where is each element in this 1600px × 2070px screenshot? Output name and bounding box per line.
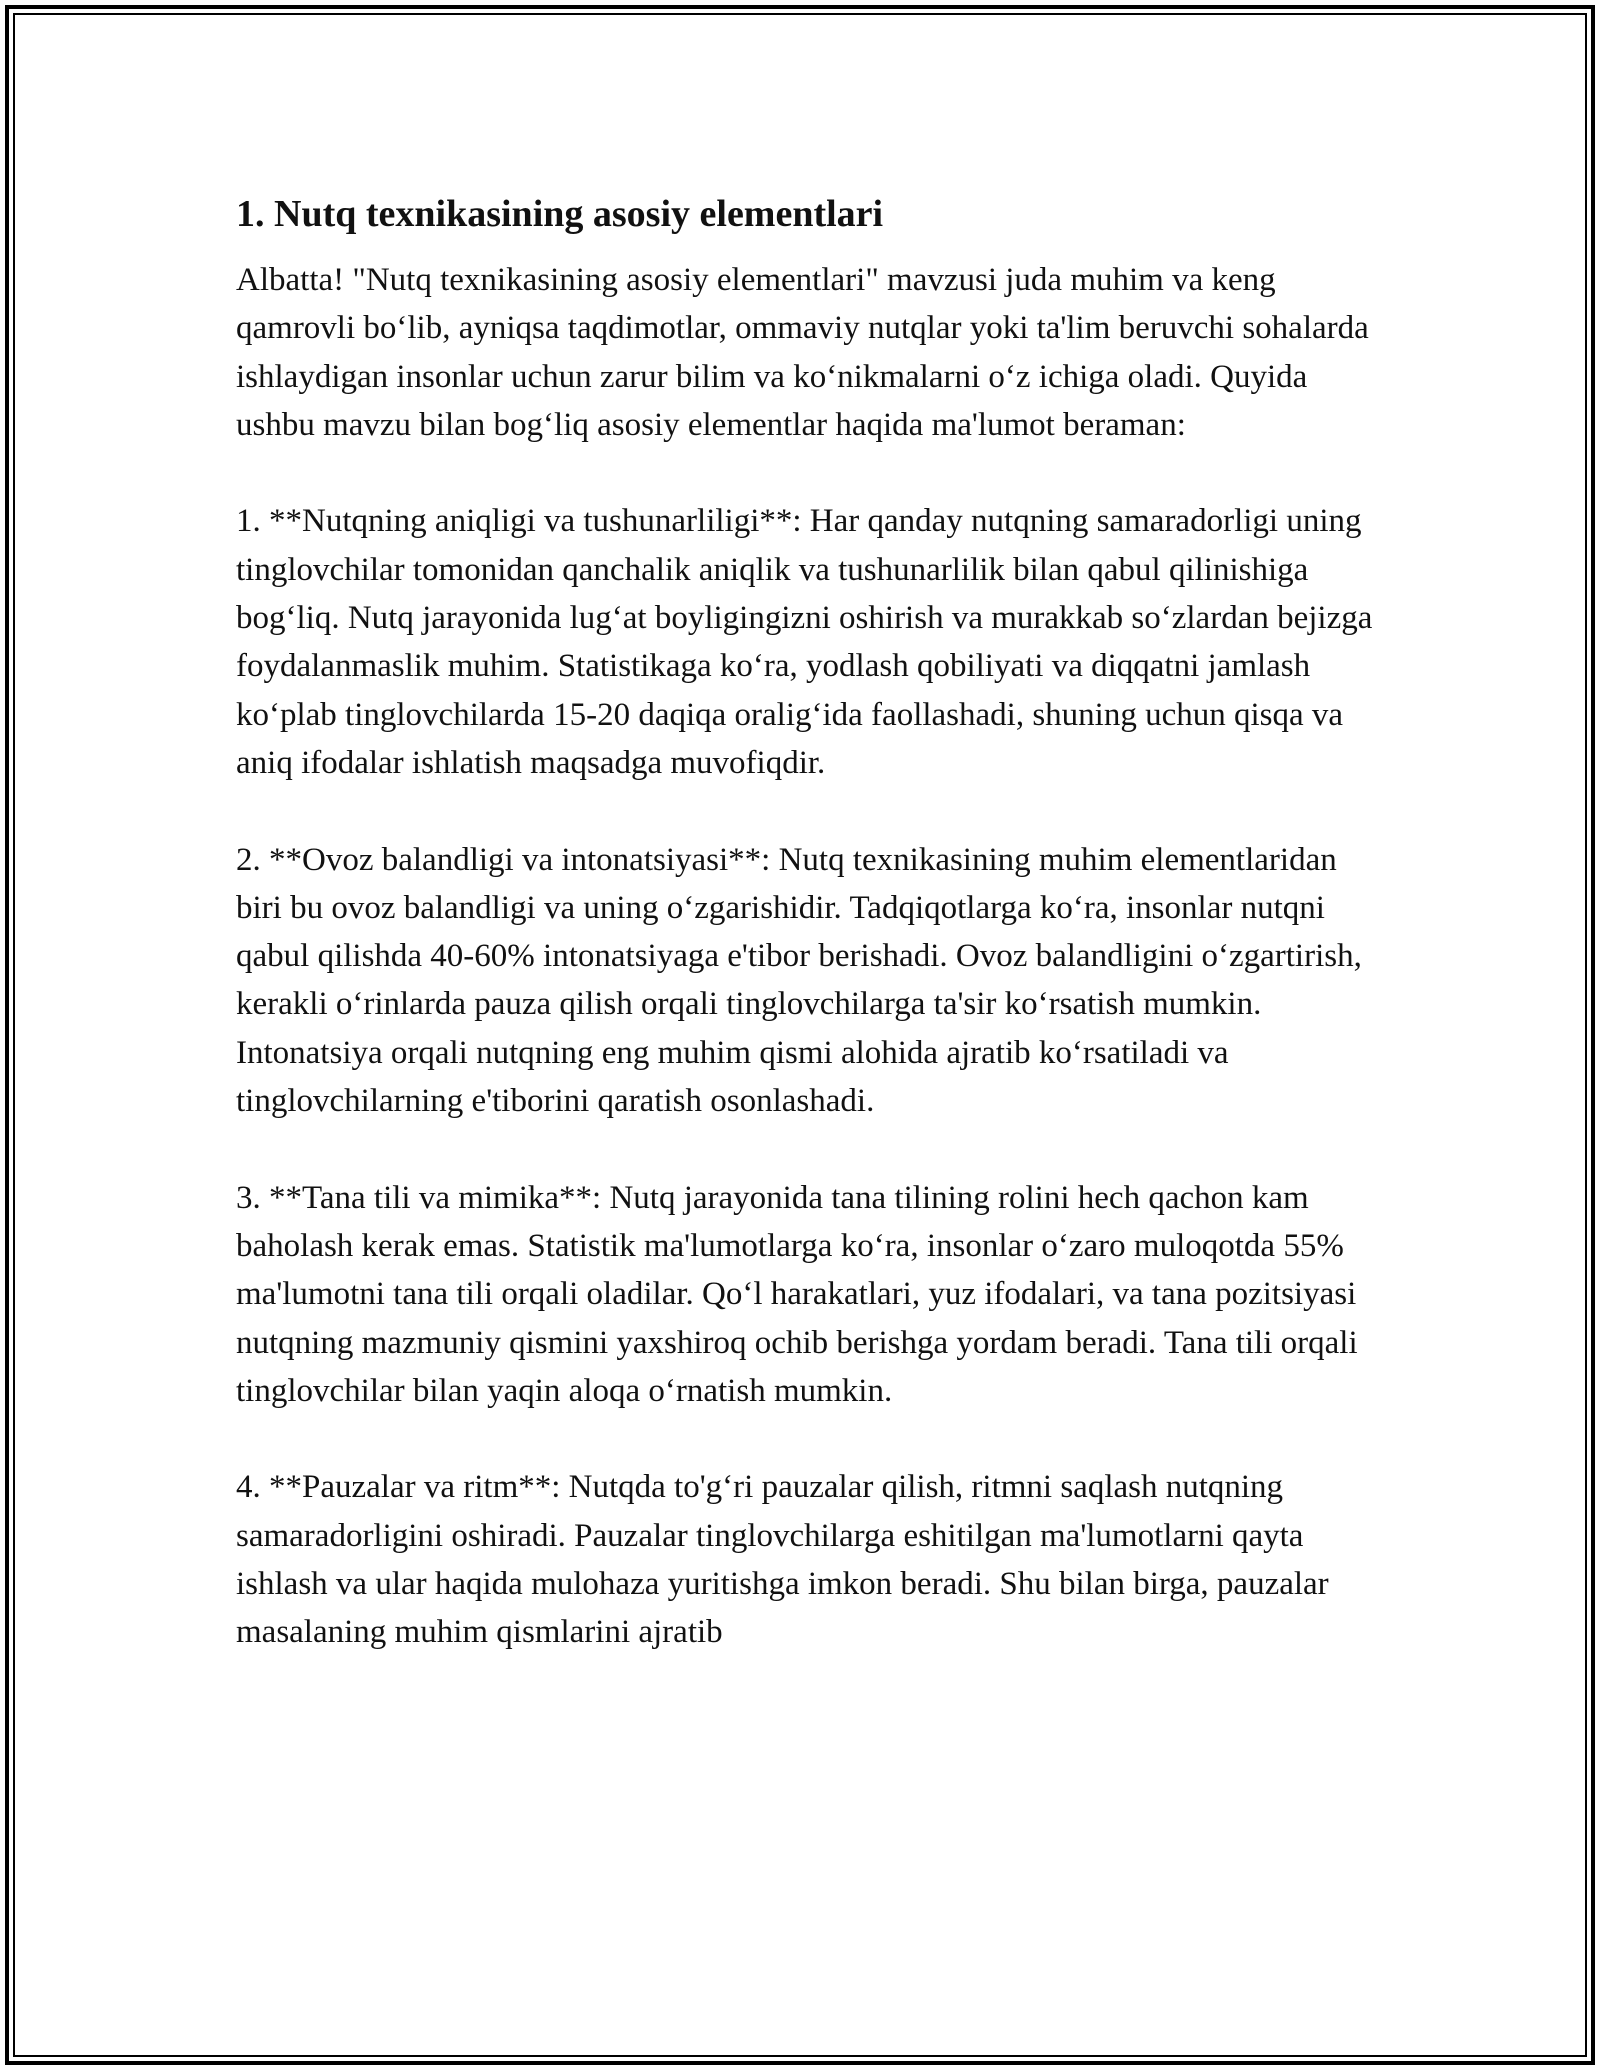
page-title: 1. Nutq texnikasining asosiy elementlari <box>236 193 884 235</box>
list-item: 2. **Ovoz balandligi va intonatsiyasi**: Nutq texnikasining muhim elementlaridan biri bu ovoz balandligi va uning o‘zgarishidir. Tadqiqotlarga ko‘ra, insonlar nutqni qabul qilishda 40-60% intonatsiyaga e'tibor berishadi. Ovoz balandligini o‘zgartirish, kerakli o‘rinlarda pauza qilish orqali tinglovchilarga ta'sir ko‘rsatish mumkin. Intonatsiya orqali nutqning eng muhim qismi alohida ajratib ko‘rsatiladi va tinglovchilarning e'tiborini qaratish osonlashadi. <box>236 841 1362 1120</box>
list-item: 4. **Pauzalar va ritm**: Nutqda to'g‘ri pauzalar qilish, ritmni saqlash nutqning samaradorligini oshiradi. Pauzalar tinglovchilarga eshitilgan ma'lumotlarni qayta ishlash va ular haqida mulohaza yuritishga imkon beradi. Shu bilan birga, pauzalar masalaning muhim qismlarini ajratib <box>236 1469 1329 1651</box>
intro-paragraph: Albatta! "Nutq texnikasining asosiy elementlari" mavzusi juda muhim va keng qamrovli bo‘lib, ayniqsa taqdimotlar, ommaviy nutqlar yoki ta'lim beruvchi sohalarda ishlaydigan insonlar uchun zarur bilim va ko‘nikmalarni o‘z ichiga oladi. Quyida ushbu mavzu bilan bog‘liq asosiy elementlar haqida ma'lumot beraman: <box>236 262 1369 443</box>
list-item: 1. **Nutqning aniqligi va tushunarliligi**: Har qanday nutqning samaradorligi uning tinglovchilar tomonidan qanchalik aniqlik va tushunarlilik bilan qabul qilinishiga bog‘liq. Nutq jarayonida lug‘at boyligingizni oshirish va murakkab so‘zlardan bejizga foydalanmaslik muhim. Statistikaga ko‘ra, yodlash qobiliyati va diqqatni jamlash ko‘plab tinglovchilarda 15-20 daqiqa oralig‘ida faollashadi, shuning uchun qisqa va aniq ifodalar ishlatish maqsadga muvofiqdir. <box>236 503 1373 781</box>
list-item: 3. **Tana tili va mimika**: Nutq jarayonida tana tilining rolini hech qachon kam baholash kerak emas. Statistik ma'lumotlarga ko‘ra, insonlar o‘zaro muloqotda 55% ma'lumotni tana tili orqali oladilar. Qo‘l harakatlari, yuz ifodalari, va tana pozitsiyasi nutqning mazmuniy qismini yaxshiroq ochib berishga yordam beradi. Tana tili orqali tinglovchilar bilan yaqin aloqa o‘rnatish mumkin. <box>236 1179 1358 1409</box>
document-body <box>236 188 1376 1657</box>
